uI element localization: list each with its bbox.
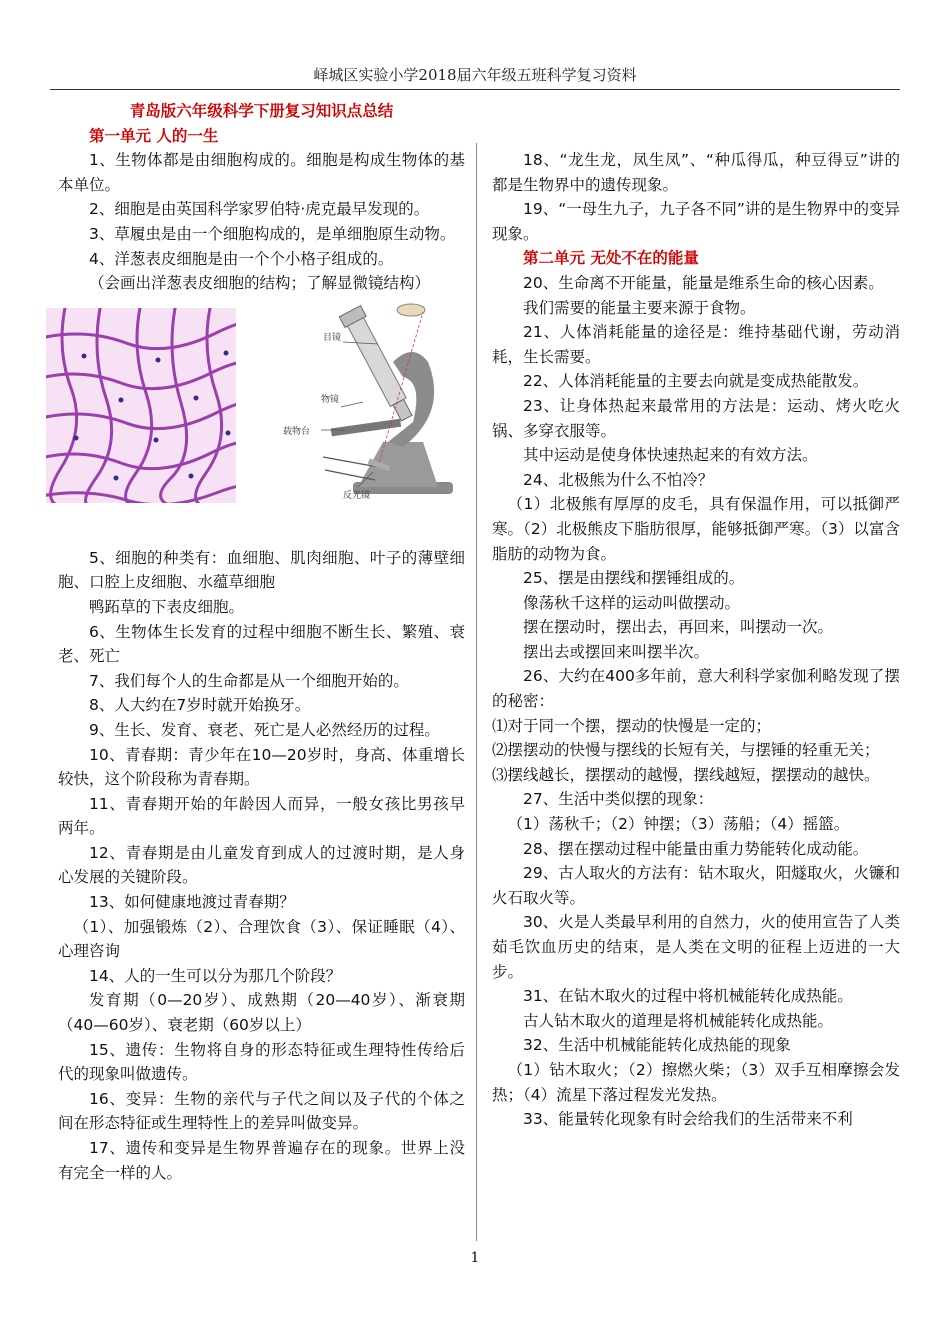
item-28: 28、摆在摆动过程中能量由重力势能转化成动能。 xyxy=(523,839,869,858)
item-17: 17、遗传和变异是生物界普遍存在的现象。世界上没有完全一样的人。 xyxy=(58,1139,465,1182)
item-24-answer: （1）北极熊有厚厚的皮毛，具有保温作用，可以抵御严寒。（2）北极熊皮下脂肪很厚，能够抵御严寒。（3）以富含脂肪的动物为食。 xyxy=(492,495,900,563)
item-9: 9、生长、发育、衰老、死亡是人必然经历的过程。 xyxy=(89,720,440,739)
item-20: 20、生命离不开能量，能量是维系生命的核心因素。 xyxy=(523,273,884,292)
stage-label: 载物台 xyxy=(283,426,311,437)
item-11: 11、青春期开始的年龄因人而异，一般女孩比男孩早两年。 xyxy=(58,794,465,838)
item-22: 22、人体消耗能量的主要去向就是变成热能散发。 xyxy=(523,372,869,391)
item-14-answer: 发育期（0—20岁）、成熟期（20—40岁）、渐衰期（40—60岁）、衰老期（60岁以上） xyxy=(58,991,465,1035)
item-26-point-1: ⑴对于同一个摆，摆动的快慢是一定的； xyxy=(492,716,772,735)
item-21: 21、人体消耗能量的途径是：维持基础代谢，劳动消耗，生长需要。 xyxy=(492,323,900,366)
item-30: 30、火是人类最早利用的自然力，火的使用宣告了人类茹毛饮血历史的结束，是人类在文明的征程上迈进的一大步。 xyxy=(492,913,900,981)
left-column xyxy=(58,99,465,1185)
page-number: 1 xyxy=(470,1250,480,1266)
item-25-cont-3: 摆出去或摆回来叫摆半次。 xyxy=(523,642,710,661)
item-23: 23、让身体热起来最常用的方法是：运动、烤火吃火锅、多穿衣服等。 xyxy=(492,396,900,440)
item-2: 2、细胞是由英国科学家罗伯特·虎克最早发现的。 xyxy=(89,200,430,219)
header-rule xyxy=(50,89,900,90)
item-8: 8、人大约在7岁时就开始换牙。 xyxy=(89,696,311,715)
item-25-cont-1: 像荡秋千这样的运动叫做摆动。 xyxy=(523,593,741,612)
eyepiece-label: 目镜 xyxy=(323,332,342,343)
item-33: 33、能量转化现象有时会给我们的生活带来不利 xyxy=(523,1110,853,1129)
item-25-cont-2: 摆在摆动时，摆出去，再回来，叫摆动一次。 xyxy=(523,618,834,637)
column-divider xyxy=(476,143,477,1241)
item-25: 25、摆是由摆线和摆锤组成的。 xyxy=(523,569,745,588)
item-24: 24、北极熊为什么不怕冷？ xyxy=(523,470,714,489)
microscope-figure xyxy=(263,302,453,502)
item-16: 16、变异：生物的亲代与子代之间以及子代的个体之间在形态特征或生理特性上的差异叫做变异。 xyxy=(58,1089,465,1133)
figures xyxy=(58,296,465,546)
item-6: 6、生物体生长发育的过程中细胞不断生长、繁殖、衰老、死亡 xyxy=(58,622,465,666)
item-27-answer: （1）荡秋千；（2）钟摆；（3）荡船；（4）摇篮。 xyxy=(507,815,850,834)
item-3: 3、草履虫是由一个细胞构成的，是单细胞原生动物。 xyxy=(89,224,456,243)
objective-label: 物镜 xyxy=(321,394,340,405)
item-13: 13、如何健康地渡过青春期？ xyxy=(89,893,295,912)
item-4-note: （会画出洋葱表皮细胞的结构；了解显微镜结构） xyxy=(89,274,431,293)
unit-1-heading: 第一单元 人的一生 xyxy=(89,126,219,145)
item-5: 5、细胞的种类有：血细胞、肌肉细胞、叶子的薄壁细胞、口腔上皮细胞、水蕴草细胞 xyxy=(58,548,465,592)
item-19: 19、“一母生九子，九子各不同”讲的是生物界中的变异现象。 xyxy=(492,200,900,243)
mirror-label: 反光镜 xyxy=(343,490,371,501)
item-27: 27、生活中类似摆的现象： xyxy=(523,790,714,809)
item-15: 15、遗传：生物将自身的形态特征或生理特性传给后代的现象叫做遗传。 xyxy=(58,1040,465,1084)
item-32-answer: （1）钻木取火；（2）擦燃火柴；（3）双手互相摩擦会发热；（4）流星下落过程发光发热。 xyxy=(492,1060,900,1104)
item-18: 18、“龙生龙，凤生凤”、“种瓜得瓜，种豆得豆”讲的都是生物界中的遗传现象。 xyxy=(492,151,900,194)
onion-cell-figure xyxy=(46,308,236,503)
item-31-cont: 古人钻木取火的道理是将机械能转化成热能。 xyxy=(523,1011,834,1030)
page-header: 峄城区实验小学2018届六年级五班科学复习资料 xyxy=(313,66,637,84)
item-5-cont: 鸭跖草的下表皮细胞。 xyxy=(89,597,245,616)
item-26: 26、大约在400多年前，意大利科学家伽利略发现了摆的秘密： xyxy=(492,667,900,711)
item-4: 4、洋葱表皮细胞是由一个个小格子组成的。 xyxy=(89,249,394,268)
item-1: 1、生物体都是由细胞构成的。细胞是构成生物体的基本单位。 xyxy=(58,151,465,194)
right-column xyxy=(492,148,900,1132)
item-7: 7、我们每个人的生命都是从一个细胞开始的。 xyxy=(89,671,409,690)
item-20-cont: 我们需要的能量主要来源于食物。 xyxy=(523,298,756,317)
item-26-point-3: ⑶摆线越长，摆摆动的越慢，摆线越短，摆摆动的越快。 xyxy=(492,765,880,784)
document-title: 青岛版六年级科学下册复习知识点总结 xyxy=(129,102,394,120)
item-29: 29、古人取火的方法有：钻木取火，阳燧取火，火镰和火石取火等。 xyxy=(492,864,900,907)
item-32: 32、生活中机械能能转化成热能的现象 xyxy=(523,1036,791,1055)
item-10: 10、青春期：青少年在10—20岁时，身高、体重增长较快，这个阶段称为青春期。 xyxy=(58,745,465,789)
item-13-answer: （1）、加强锻炼（2）、合理饮食（3）、保证睡眠（4）、心理咨询 xyxy=(58,917,465,961)
unit-2-heading: 第二单元 无处不在的能量 xyxy=(523,249,699,268)
item-14: 14、人的一生可以分为那几个阶段？ xyxy=(89,966,342,985)
item-31: 31、在钻木取火的过程中将机械能转化成热能。 xyxy=(523,987,853,1006)
item-12: 12、青春期是由儿童发育到成人的过渡时期，是人身心发展的关键阶段。 xyxy=(58,843,465,887)
item-23-cont: 其中运动是使身体快速热起来的有效方法。 xyxy=(523,446,818,465)
item-26-point-2: ⑵摆摆动的快慢与摆线的长短有关，与摆锤的轻重无关； xyxy=(492,741,880,760)
